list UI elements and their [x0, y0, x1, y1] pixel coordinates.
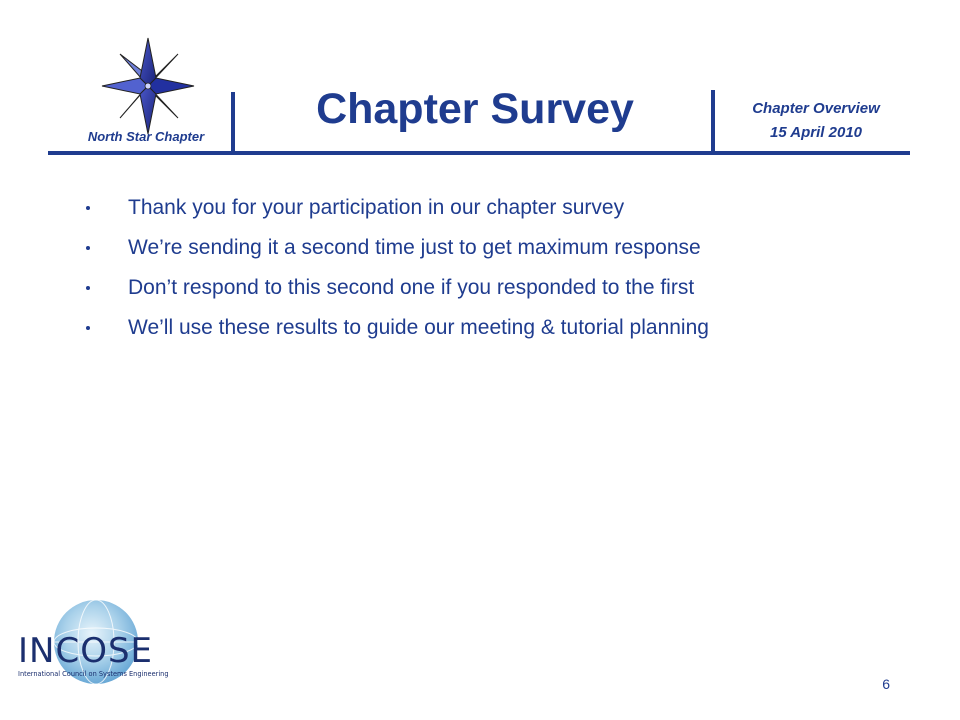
bullet-dot-icon: [86, 206, 90, 210]
incose-logo: [14, 598, 174, 690]
bullet-item: [78, 233, 938, 273]
incose-logo-text: INCOSE: [18, 631, 154, 671]
overview-date: 15 April 2010: [770, 124, 862, 141]
chapter-name-label: North Star Chapter: [87, 129, 205, 144]
bullet-text: We’re sending it a second time just to get maximum response: [128, 236, 701, 259]
bullet-list: [78, 193, 938, 353]
bullet-text: We’ll use these results to guide our meeting & tutorial planning: [128, 316, 709, 339]
bullet-item: [78, 313, 938, 353]
overview-label: Chapter Overview: [752, 100, 880, 117]
header-rule: [48, 151, 910, 155]
compass-star-icon: [100, 36, 196, 136]
bullet-item: [78, 193, 938, 233]
bullet-dot-icon: [86, 246, 90, 250]
bullet-text: Don’t respond to this second one if you responded to the first: [128, 276, 695, 299]
bullet-text: Thank you for your participation in our chapter survey: [128, 196, 625, 219]
header-divider-right: [711, 90, 715, 152]
bullet-dot-icon: [86, 286, 90, 290]
bullet-dot-icon: [86, 326, 90, 330]
incose-logo-subtext: International Council on Systems Engineering: [18, 670, 169, 678]
bullet-item: [78, 273, 938, 313]
header-divider-left: [231, 92, 235, 152]
page-number: 6: [882, 676, 890, 692]
slide-title: Chapter Survey: [316, 85, 634, 133]
